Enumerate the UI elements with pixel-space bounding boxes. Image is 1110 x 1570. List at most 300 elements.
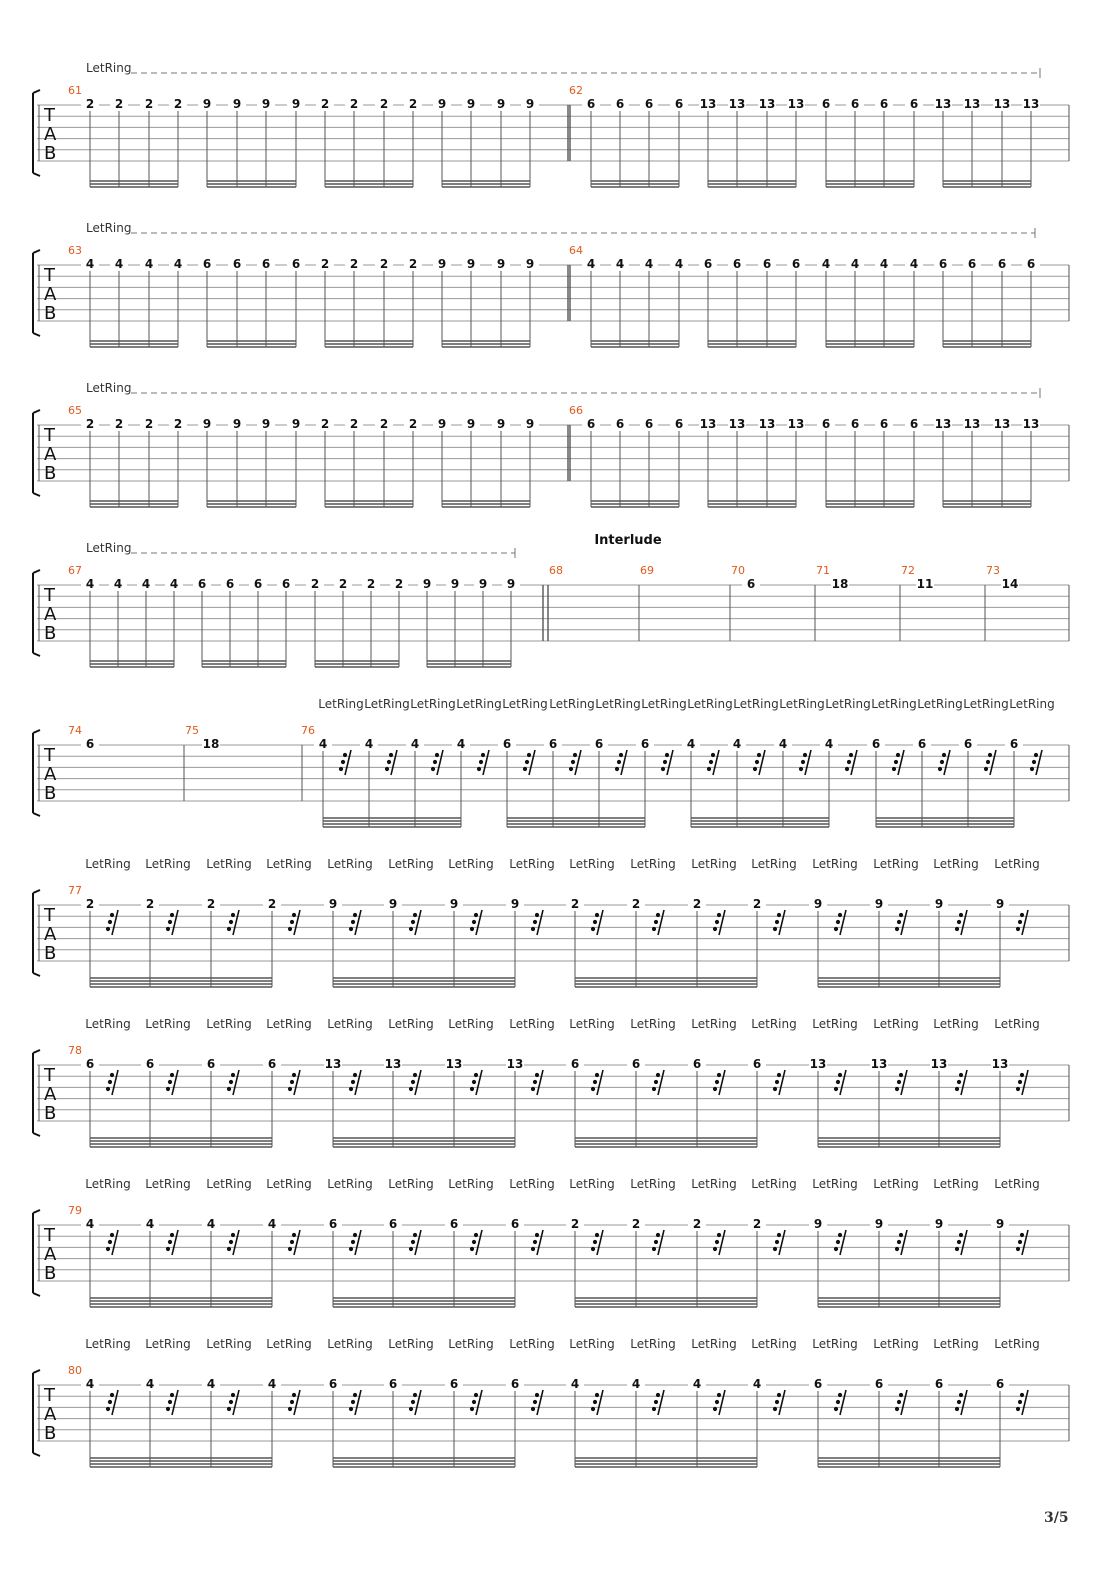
tab-clef-letter: T	[44, 585, 55, 606]
tab-clef-letter: B	[44, 463, 57, 484]
letring-label: LetRing	[871, 697, 917, 711]
fret-number: 9	[466, 97, 476, 111]
rest-icon	[773, 910, 785, 935]
tab-clef-letter: A	[44, 924, 57, 945]
fret-number: 2	[310, 577, 320, 591]
fret-number: 6	[821, 417, 831, 431]
fret-number: 2	[394, 577, 404, 591]
fret-number: 6	[502, 737, 512, 751]
letring-label: LetRing	[327, 1017, 373, 1031]
fret-number: 13	[993, 417, 1011, 431]
letring-label: LetRing	[509, 1177, 555, 1191]
rest-icon	[713, 1390, 725, 1415]
fret-number: 9	[450, 577, 460, 591]
fret-number: 18	[202, 737, 220, 751]
fret-number: 2	[173, 97, 183, 111]
letring-label: LetRing	[86, 61, 132, 75]
rest-icon	[892, 750, 904, 775]
letring-label: LetRing	[825, 697, 871, 711]
tab-clef-letter: A	[44, 124, 57, 145]
fret-number: 4	[85, 1377, 95, 1391]
fret-number: 4	[686, 737, 696, 751]
measure-number: 68	[549, 564, 563, 577]
letring-label: LetRing	[994, 1177, 1040, 1191]
fret-number: 6	[674, 417, 684, 431]
letring-label: LetRing	[569, 1337, 615, 1351]
fret-number: 4	[114, 257, 124, 271]
fret-number: 13	[934, 97, 952, 111]
letring-label: LetRing	[569, 1177, 615, 1191]
measure-number: 78	[68, 1044, 82, 1057]
fret-number: 6	[232, 257, 242, 271]
fret-number: 2	[408, 257, 418, 271]
letring-label: LetRing	[687, 697, 733, 711]
rest-icon	[955, 1070, 967, 1095]
letring-label: LetRing	[509, 1017, 555, 1031]
fret-number: 9	[232, 417, 242, 431]
fret-number: 2	[366, 577, 376, 591]
fret-number: 2	[631, 1217, 641, 1231]
rest-icon	[834, 1390, 846, 1415]
fret-number: 6	[281, 577, 291, 591]
rest-icon	[106, 1230, 118, 1255]
fret-number: 6	[510, 1377, 520, 1391]
letring-label: LetRing	[733, 697, 779, 711]
section-label: Interlude	[594, 533, 662, 548]
fret-number: 4	[674, 257, 684, 271]
letring-label: LetRing	[85, 857, 131, 871]
measure-number: 77	[68, 884, 82, 897]
letring-label: LetRing	[448, 1177, 494, 1191]
letring-label: LetRing	[327, 857, 373, 871]
fret-number: 6	[909, 97, 919, 111]
fret-number: 6	[752, 1057, 762, 1071]
fret-number: 6	[328, 1377, 338, 1391]
rest-icon	[707, 750, 719, 775]
fret-number: 6	[850, 417, 860, 431]
fret-number: 9	[496, 257, 506, 271]
fret-number: 13	[384, 1057, 402, 1071]
rest-icon	[349, 1390, 361, 1415]
fret-number: 4	[267, 1217, 277, 1231]
tab-system	[33, 697, 1069, 827]
fret-number: 6	[85, 737, 95, 751]
fret-number: 9	[388, 897, 398, 911]
rest-icon	[349, 1070, 361, 1095]
tab-clef-letter: B	[44, 623, 57, 644]
letring-label: LetRing	[630, 1017, 676, 1031]
rest-icon	[591, 1390, 603, 1415]
fret-number: 13	[787, 417, 805, 431]
fret-number: 6	[644, 417, 654, 431]
tab-clef-letter: A	[44, 444, 57, 465]
fret-number: 9	[813, 897, 823, 911]
fret-number: 13	[728, 97, 746, 111]
rest-icon	[470, 910, 482, 935]
letring-label: LetRing	[549, 697, 595, 711]
fret-number: 9	[466, 257, 476, 271]
fret-number: 2	[349, 257, 359, 271]
fret-number: 6	[879, 417, 889, 431]
fret-number: 9	[437, 97, 447, 111]
rest-icon	[984, 750, 996, 775]
tab-clef-letter: B	[44, 1263, 57, 1284]
fret-number: 2	[570, 897, 580, 911]
fret-number: 9	[874, 1217, 884, 1231]
letring-label: LetRing	[812, 1177, 858, 1191]
letring-label: LetRing	[364, 697, 410, 711]
fret-number: 6	[997, 257, 1007, 271]
rest-icon	[713, 1230, 725, 1255]
fret-number: 4	[732, 737, 742, 751]
fret-number: 9	[291, 97, 301, 111]
rest-icon	[652, 1390, 664, 1415]
tab-clef-letter: T	[44, 265, 55, 286]
fret-number: 13	[991, 1057, 1009, 1071]
rest-icon	[845, 750, 857, 775]
letring-label: LetRing	[873, 1177, 919, 1191]
tab-clef-letter: A	[44, 1244, 57, 1265]
fret-number: 2	[114, 417, 124, 431]
letring-label: LetRing	[206, 1177, 252, 1191]
rest-icon	[834, 910, 846, 935]
fret-number: 4	[267, 1377, 277, 1391]
fret-number: 13	[1022, 417, 1040, 431]
letring-label: LetRing	[266, 1017, 312, 1031]
fret-number: 2	[320, 257, 330, 271]
fret-number: 2	[173, 417, 183, 431]
fret-number: 9	[328, 897, 338, 911]
measure-number: 64	[569, 244, 583, 257]
letring-label: LetRing	[206, 1337, 252, 1351]
letring-label: LetRing	[994, 1337, 1040, 1351]
letring-label: LetRing	[630, 857, 676, 871]
tab-system	[33, 221, 1069, 347]
rest-icon	[349, 910, 361, 935]
fret-number: 6	[253, 577, 263, 591]
fret-number: 2	[349, 97, 359, 111]
fret-number: 6	[640, 737, 650, 751]
fret-number: 4	[85, 577, 95, 591]
tab-clef-letter: A	[44, 1404, 57, 1425]
letring-label: LetRing	[388, 1177, 434, 1191]
rest-icon	[470, 1230, 482, 1255]
letring-label: LetRing	[410, 697, 456, 711]
rest-icon	[409, 910, 421, 935]
fret-number: 18	[831, 577, 849, 591]
fret-number: 6	[813, 1377, 823, 1391]
tab-clef-letter: T	[44, 905, 55, 926]
letring-label: LetRing	[630, 1177, 676, 1191]
fret-number: 9	[202, 97, 212, 111]
rest-icon	[531, 910, 543, 935]
fret-number: 2	[85, 97, 95, 111]
rest-icon	[385, 750, 397, 775]
fret-number: 4	[206, 1217, 216, 1231]
rest-icon	[799, 750, 811, 775]
fret-number: 6	[449, 1217, 459, 1231]
letring-label: LetRing	[873, 1337, 919, 1351]
fret-number: 6	[963, 737, 973, 751]
letring-label: LetRing	[318, 697, 364, 711]
fret-number: 6	[934, 1377, 944, 1391]
rest-icon	[531, 1230, 543, 1255]
fret-number: 13	[758, 417, 776, 431]
letring-label: LetRing	[448, 1337, 494, 1351]
rest-icon	[288, 1230, 300, 1255]
fret-number: 9	[449, 897, 459, 911]
rest-icon	[288, 910, 300, 935]
fret-number: 2	[320, 417, 330, 431]
letring-label: LetRing	[206, 1017, 252, 1031]
fret-number: 13	[728, 417, 746, 431]
fret-number: 4	[821, 257, 831, 271]
fret-number: 6	[909, 417, 919, 431]
fret-number: 9	[437, 417, 447, 431]
tab-system	[33, 1017, 1069, 1147]
tab-clef-letter: A	[44, 764, 57, 785]
fret-number: 6	[615, 97, 625, 111]
rest-icon	[773, 1390, 785, 1415]
rest-icon	[955, 910, 967, 935]
measure-number: 67	[68, 564, 82, 577]
fret-number: 4	[879, 257, 889, 271]
fret-number: 6	[1009, 737, 1019, 751]
fret-number: 2	[267, 897, 277, 911]
rest-icon	[1016, 910, 1028, 935]
letring-label: LetRing	[86, 541, 132, 555]
rest-icon	[1030, 750, 1042, 775]
fret-number: 13	[993, 97, 1011, 111]
fret-number: 13	[963, 417, 981, 431]
tab-clef-letter: B	[44, 1103, 57, 1124]
letring-label: LetRing	[509, 1337, 555, 1351]
fret-number: 6	[449, 1377, 459, 1391]
letring-label: LetRing	[569, 857, 615, 871]
fret-number: 6	[644, 97, 654, 111]
fret-number: 9	[202, 417, 212, 431]
fret-number: 4	[631, 1377, 641, 1391]
letring-label: LetRing	[933, 1177, 979, 1191]
tab-system	[33, 61, 1069, 187]
fret-number: 9	[525, 417, 535, 431]
fret-number: 9	[813, 1217, 823, 1231]
rest-icon	[938, 750, 950, 775]
tab-clef-letter: T	[44, 425, 55, 446]
measure-number: 79	[68, 1204, 82, 1217]
fret-number: 6	[850, 97, 860, 111]
fret-number: 6	[586, 417, 596, 431]
fret-number: 6	[197, 577, 207, 591]
fret-number: 6	[202, 257, 212, 271]
letring-label: LetRing	[85, 1017, 131, 1031]
rest-icon	[895, 1230, 907, 1255]
fret-number: 2	[114, 97, 124, 111]
rest-icon	[1016, 1230, 1028, 1255]
rest-icon	[339, 750, 351, 775]
tab-system	[33, 1337, 1069, 1467]
letring-label: LetRing	[933, 1337, 979, 1351]
letring-label: LetRing	[873, 1017, 919, 1031]
fret-number: 4	[824, 737, 834, 751]
fret-number: 13	[870, 1057, 888, 1071]
rest-icon	[1016, 1390, 1028, 1415]
letring-label: LetRing	[266, 1337, 312, 1351]
letring-label: LetRing	[812, 857, 858, 871]
fret-number: 6	[967, 257, 977, 271]
rest-icon	[895, 910, 907, 935]
letring-label: LetRing	[85, 1177, 131, 1191]
rest-icon	[531, 1390, 543, 1415]
rest-icon	[409, 1390, 421, 1415]
fret-number: 6	[995, 1377, 1005, 1391]
fret-number: 6	[917, 737, 927, 751]
tab-clef-letter: B	[44, 943, 57, 964]
fret-number: 6	[388, 1217, 398, 1231]
fret-number: 4	[173, 257, 183, 271]
rest-icon	[895, 1070, 907, 1095]
tab-clef-letter: T	[44, 105, 55, 126]
fret-number: 9	[934, 897, 944, 911]
letring-label: LetRing	[266, 857, 312, 871]
fret-number: 4	[586, 257, 596, 271]
tab-clef-letter: A	[44, 604, 57, 625]
fret-number: 13	[699, 417, 717, 431]
fret-number: 4	[644, 257, 654, 271]
fret-number: 4	[85, 257, 95, 271]
fret-number: 4	[909, 257, 919, 271]
fret-number: 13	[809, 1057, 827, 1071]
rest-icon	[106, 1070, 118, 1095]
letring-label: LetRing	[963, 697, 1009, 711]
fret-number: 6	[615, 417, 625, 431]
fret-number: 4	[850, 257, 860, 271]
fret-number: 6	[570, 1057, 580, 1071]
letring-label: LetRing	[145, 1177, 191, 1191]
fret-number: 6	[1026, 257, 1036, 271]
fret-number: 9	[525, 97, 535, 111]
rest-icon	[166, 910, 178, 935]
fret-number: 2	[570, 1217, 580, 1231]
measure-number: 66	[569, 404, 583, 417]
letring-label: LetRing	[266, 1177, 312, 1191]
fret-number: 2	[631, 897, 641, 911]
fret-number: 6	[586, 97, 596, 111]
rest-icon	[753, 750, 765, 775]
letring-label: LetRing	[751, 1017, 797, 1031]
fret-number: 6	[732, 257, 742, 271]
rest-icon	[106, 910, 118, 935]
fret-number: 6	[85, 1057, 95, 1071]
measure-number: 72	[901, 564, 915, 577]
fret-number: 2	[85, 897, 95, 911]
fret-number: 6	[225, 577, 235, 591]
fret-number: 4	[85, 1217, 95, 1231]
letring-label: LetRing	[86, 381, 132, 395]
fret-number: 4	[145, 1217, 155, 1231]
fret-number: 9	[232, 97, 242, 111]
measure-number: 62	[569, 84, 583, 97]
fret-number: 13	[445, 1057, 463, 1071]
letring-label: LetRing	[917, 697, 963, 711]
measure-number: 76	[301, 724, 315, 737]
fret-number: 6	[762, 257, 772, 271]
fret-number: 13	[934, 417, 952, 431]
fret-number: 2	[692, 1217, 702, 1231]
rest-icon	[409, 1230, 421, 1255]
fret-number: 6	[388, 1377, 398, 1391]
fret-number: 2	[379, 417, 389, 431]
rest-icon	[895, 1390, 907, 1415]
fret-number: 6	[548, 737, 558, 751]
fret-number: 9	[510, 897, 520, 911]
measure-number: 73	[986, 564, 1000, 577]
letring-label: LetRing	[933, 857, 979, 871]
letring-label: LetRing	[145, 1337, 191, 1351]
fret-number: 6	[821, 97, 831, 111]
fret-number: 13	[324, 1057, 342, 1071]
fret-number: 13	[506, 1057, 524, 1071]
fret-number: 4	[410, 737, 420, 751]
fret-number: 9	[934, 1217, 944, 1231]
letring-label: LetRing	[85, 1337, 131, 1351]
rest-icon	[227, 1390, 239, 1415]
rest-icon	[652, 1070, 664, 1095]
fret-number: 13	[963, 97, 981, 111]
letring-label: LetRing	[779, 697, 825, 711]
fret-number: 6	[328, 1217, 338, 1231]
rest-icon	[661, 750, 673, 775]
tab-system	[33, 533, 1069, 667]
letring-label: LetRing	[751, 1337, 797, 1351]
letring-label: LetRing	[691, 1337, 737, 1351]
letring-label: LetRing	[691, 1017, 737, 1031]
fret-number: 2	[379, 97, 389, 111]
letring-label: LetRing	[327, 1177, 373, 1191]
fret-number: 13	[1022, 97, 1040, 111]
fret-number: 9	[261, 97, 271, 111]
rest-icon	[227, 1070, 239, 1095]
rest-icon	[591, 910, 603, 935]
fret-number: 6	[206, 1057, 216, 1071]
fret-number: 2	[752, 897, 762, 911]
fret-number: 2	[144, 97, 154, 111]
fret-number: 2	[408, 97, 418, 111]
rest-icon	[713, 910, 725, 935]
fret-number: 4	[141, 577, 151, 591]
fret-number: 9	[995, 897, 1005, 911]
rest-icon	[166, 1230, 178, 1255]
letring-label: LetRing	[873, 857, 919, 871]
rest-icon	[166, 1390, 178, 1415]
measure-number: 70	[731, 564, 745, 577]
fret-number: 9	[496, 97, 506, 111]
fret-number: 2	[379, 257, 389, 271]
tab-clef-letter: A	[44, 284, 57, 305]
letring-label: LetRing	[86, 221, 132, 235]
tab-clef-letter: B	[44, 143, 57, 164]
measure-number: 63	[68, 244, 82, 257]
fret-number: 6	[631, 1057, 641, 1071]
letring-label: LetRing	[1009, 697, 1055, 711]
tab-clef-letter: T	[44, 1065, 55, 1086]
fret-number: 9	[525, 257, 535, 271]
rest-icon	[288, 1390, 300, 1415]
fret-number: 2	[320, 97, 330, 111]
rest-icon	[106, 1390, 118, 1415]
fret-number: 6	[874, 1377, 884, 1391]
rest-icon	[531, 1070, 543, 1095]
